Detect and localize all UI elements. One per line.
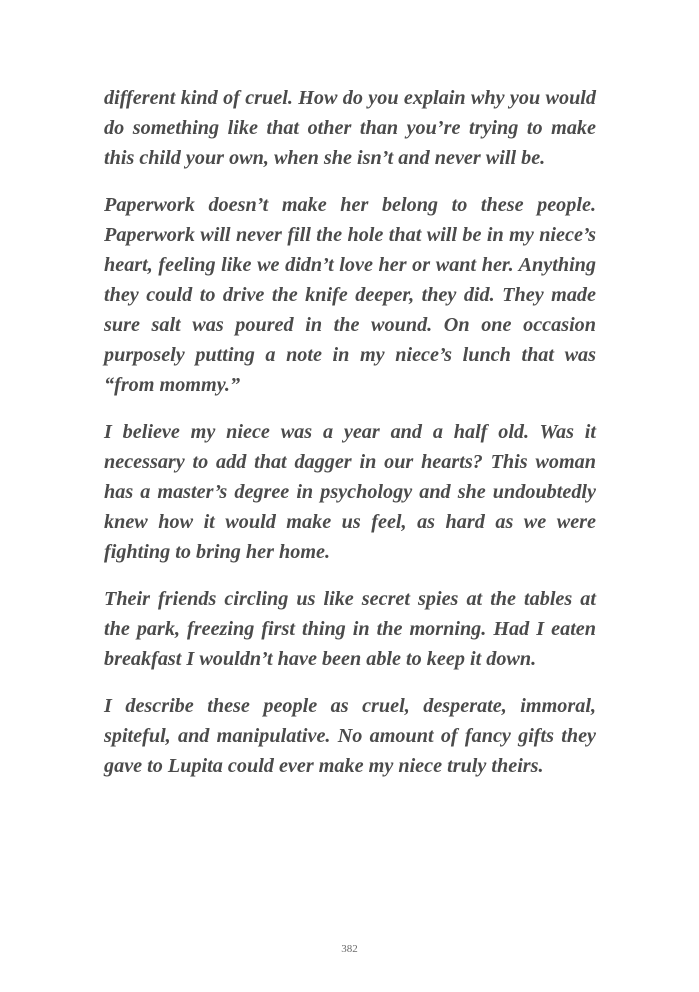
paragraph-5: I describe these people as cruel, desperate, immoral, spiteful, and manipulative. No amount of fancy gifts they gave to Lupita could ever make my niece truly theirs.	[104, 695, 596, 777]
paragraph-2: Paperwork doesn’t make her belong to these people. Paperwork will never fill the hole that will be in my niece’s heart, feeling like we didn’t love her or want her. Anything they could to drive the knife deeper, they did. They made sure salt was poured in the wound. On one occasion purposely putting a note in my niece’s lunch that was “from mommy.”	[104, 194, 596, 396]
body-text	[104, 83, 596, 781]
paragraph-4: Their friends circling us like secret spies at the tables at the park, freezing first thing in the morning. Had I eaten breakfast I wouldn’t have been able to keep it down.	[104, 588, 596, 670]
paragraph-3: I believe my niece was a year and a half old. Was it necessary to add that dagger in our hearts? This woman has a master’s degree in psychology and she undoubtedly knew how it would make us feel, as hard as we were fighting to bring her home.	[104, 421, 596, 563]
paragraph-1: different kind of cruel. How do you explain why you would do something like that other than you’re trying to make this child your own, when she isn’t and never will be.	[104, 87, 596, 169]
page-number: 382	[341, 943, 358, 955]
